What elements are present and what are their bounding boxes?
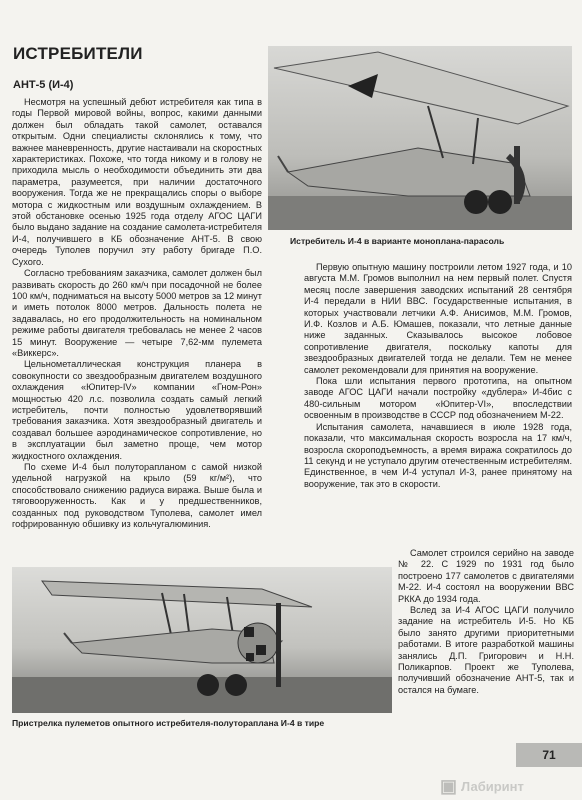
page-number: 71 xyxy=(516,743,582,767)
aircraft-subtitle: АНТ-5 (И-4) xyxy=(13,79,74,91)
watermark-text: Лабиринт xyxy=(461,779,524,794)
top-aircraft-photo xyxy=(268,46,572,230)
sesquiplane-illustration xyxy=(12,567,392,713)
top-photo-caption: Истребитель И-4 в варианте моноплана-парасоль xyxy=(290,236,505,246)
bottom-aircraft-photo xyxy=(12,567,392,713)
narrow-text-column xyxy=(398,548,574,696)
paragraph: Первую опытную машину построили летом 1927 года, и 10 августа М.М. Громов выполнил на нем первый полет. Спустя месяц после завершения заводских испытаний 28 сентября И-4 передали в НИИ ВВС. Государственные испытания, в которых участвовали летчики А.Ф. Анисимов, М.М. Громов, И.Ф. Козлов и А.Б. Юмашев, показали, что летные данные ниже заданных. Сказывалось высокое лобовое сопротивление двигателя, поскольку капоты для звездообразных двигателей тогда не делали. Тем не менее самолет рекомендовали для принятия на вооружение. xyxy=(304,262,572,375)
paragraph: Цельнометаллическая конструкция планера в совокупности со звездообразным двигателем воздушного охлаждения «Юпитер-IV» компании «Гном-Рон» мощностью 420 л.с. позволила создать самый легкий истребитель, почти полностью удовлетворявший требования заказчика. Хотя звездообразный двигатель и создавал большее аэродинамическое сопротивление, но в эксплуатации был заметно проще, чем мотор жидкостного охлаждения. xyxy=(12,359,262,461)
bottom-photo-caption: Пристрелка пулеметов опытного истребителя-полутораплана И-4 в тире xyxy=(12,718,325,728)
right-text-column xyxy=(304,262,572,490)
paragraph: Несмотря на успешный дебют истребителя как типа в годы Первой мировой войны, вопрос, какими данными должен был обладать такой самолет, оставался открытым. Одни специалисты склонялись к тому, что важнее маневренность, другие настаивали на скоростных характеристиках. Похоже, что тогда никому и в голову не приходила мысль о необходимости объединить эти два параметра, разумеется, при наличии достаточного вооружения. Тогда же не прекращались споры о выборе мотора с жидкостным или воздушным охлаждением. В этой обстановке осенью 1925 года отделу АГОС ЦАГИ было выдано задание на создание самолета-истребителя И-4, получившего в КБ обозначение АНТ-5. В свою очередь Туполев поручил эту работу бригаде П.О. Сухого. xyxy=(12,97,262,267)
paragraph: Пока шли испытания первого прототипа, на опытном заводе АГОС ЦАГИ начали постройку «дублера» И-4бис с 480-сильным мотором «Юпитер-VI», впоследствии освоенным в производстве в СССР под обозначением М-22. xyxy=(304,376,572,421)
labyrinth-logo-icon: ▣ xyxy=(440,776,458,796)
paragraph: Согласно требованиям заказчика, самолет должен был развивать скорость до 260 км/ч при посадочной не более 100 км/ч, подниматься на высоту 5000 метров за 12 минут и иметь потолок 8000 метров. Дальность полета не задавалась, но его продолжительность на номинальном режиме работы двигателя требовалась не менее 2 часов 15 минут. Вооружение — четыре 7,62-мм пулемета «Виккерс». xyxy=(12,268,262,358)
paragraph: Самолет строился серийно на заводе № 22. С 1929 по 1931 год было построено 177 самолетов с двигателями М-22. И-4 состоял на вооружении ВВС РККА до 1934 года. xyxy=(398,548,574,604)
left-text-column xyxy=(12,97,262,530)
paragraph: По схеме И-4 был полуторапланом с самой низкой удельной нагрузкой на крыло (59 кг/м²), что способствовало снижению радиуса виража. Выше была и тяговооруженность. Как и у предшественников, созданных под руководством Туполева, самолет имел гофрированную обшивку из кольчугалюминия. xyxy=(12,462,262,530)
paragraph: Вслед за И-4 АГОС ЦАГИ получило задание на истребитель И-5. Но КБ было занято другими приоритетными работами. В итоге разработкой машины занялись Д.П. Григорович и Н.Н. Поликарпов. Проект же Туполева, получивший обозначение АНТ-5, так и остался на бумаге. xyxy=(398,605,574,695)
paragraph: Испытания самолета, начавшиеся в июле 1928 года, показали, что максимальная скорость возросла на 17 км/ч, возросла скороподъемность, а время виража сократилось до 11 секунд и не уступало другим отечественным истребителям. Единственное, в чем И-4 уступал И-3, ранее принятому на вооружение, так это в скорости. xyxy=(304,421,573,489)
section-title: ИСТРЕБИТЕЛИ xyxy=(13,44,143,63)
publisher-watermark xyxy=(440,773,582,800)
monoplane-illustration xyxy=(268,46,572,230)
